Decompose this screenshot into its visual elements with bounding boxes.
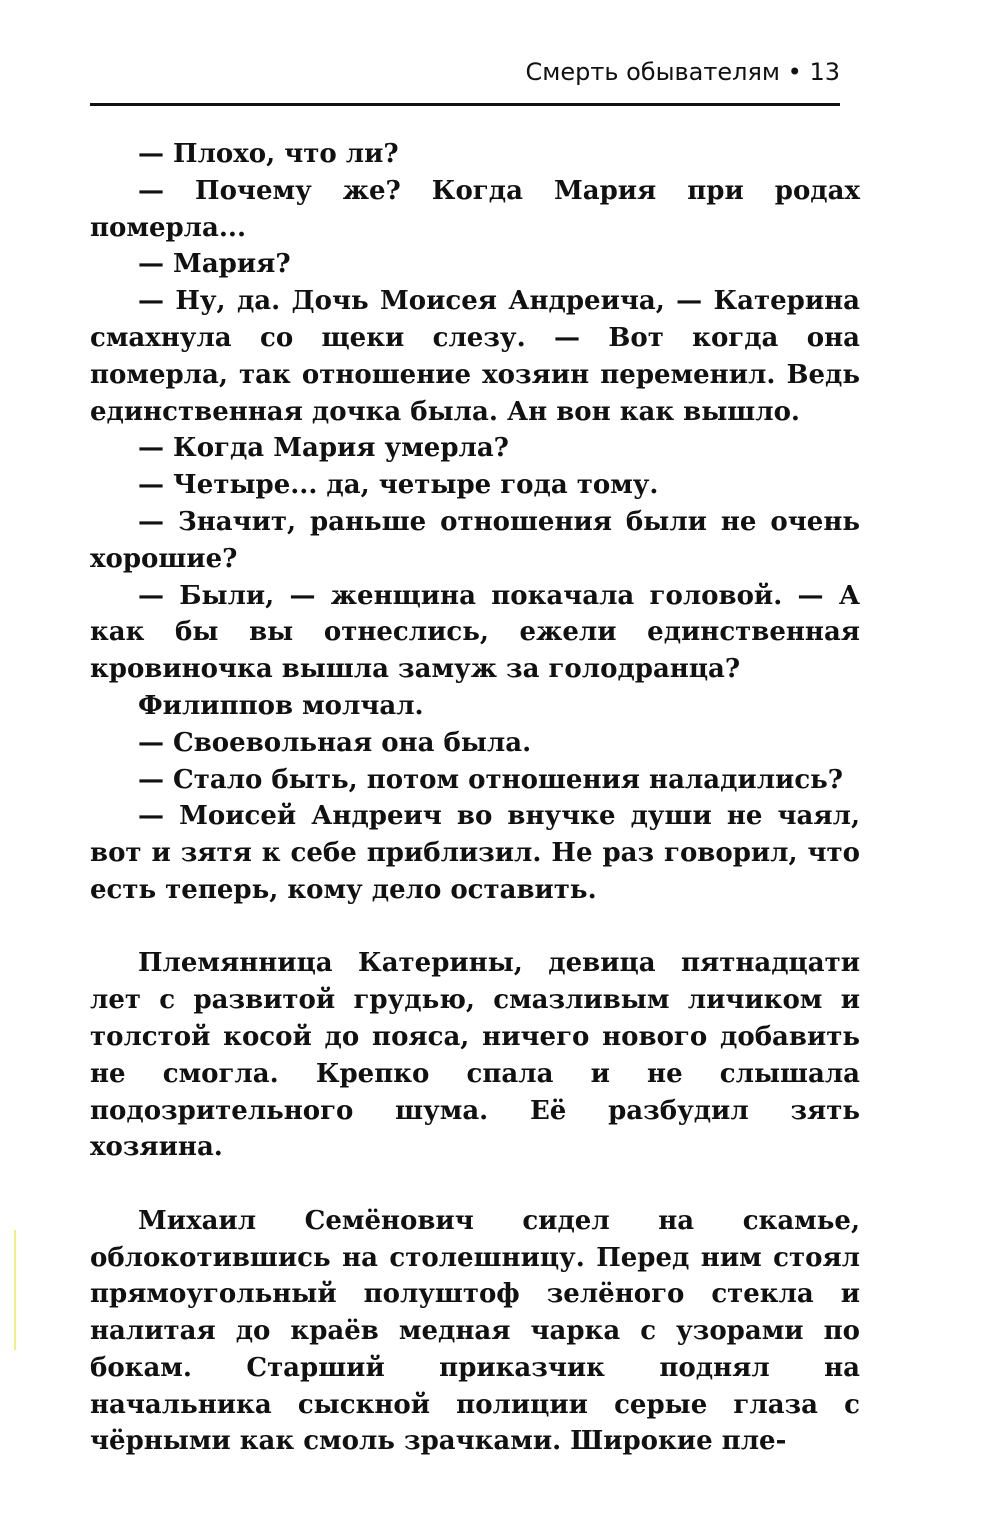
paragraph: — Были, — женщина покачала головой. — А как бы вы отнеслись, ежели единственная кровиночка вышла замуж за голодранца? xyxy=(90,580,860,685)
paragraph: — Плохо, что ли? xyxy=(138,139,399,169)
paragraph: — Мария? xyxy=(138,249,291,280)
scan-edge-mark xyxy=(14,1230,16,1350)
body-text xyxy=(90,136,860,1460)
header-separator: • xyxy=(787,58,802,86)
header-rule xyxy=(90,103,840,106)
paragraph: — Моисей Андреич во внучке души не чаял, вот и зятя к себе приблизил. Не раз говорил, что есть теперь, кому дело оставить. xyxy=(90,801,860,905)
paragraph: — Когда Мария умерла? xyxy=(138,433,509,464)
paragraph: — Почему же? Когда Мария при родах померла... xyxy=(90,175,860,243)
running-head xyxy=(90,58,840,86)
paragraph: — Своевольная она была. xyxy=(138,727,532,758)
section-break xyxy=(90,1166,860,1203)
paragraph: — Ну, да. Дочь Моисея Андреича, — Катерина смахнула со щеки слезу. — Вот когда она померла, так отношение хозяин переменил. Ведь единственная дочка была. Ан вон как вышло. xyxy=(90,286,860,427)
paragraph: Племянница Катерины, девица пятнадцати лет с развитой грудью, смазливым личиком и толстой косой до пояса, ничего нового добавить не смогла. Крепко спала и не слышала подозрительного шума. Её разбудил зять хозяина. xyxy=(90,948,860,1163)
page-number: 13 xyxy=(809,58,840,86)
paragraph: — Значит, раньше отношения были не очень хорошие? xyxy=(90,506,860,574)
paragraph: Михаил Семёнович сидел на скамье, облокотившись на столешницу. Перед ним стоял прямоугольный полуштоф зелёного стекла и налитая до краёв медная чарка с узорами по бокам. Старший приказчик поднял на начальника сыскной полиции серые глаза с чёрными как смоль зрачками. Широкие пле- xyxy=(90,1205,860,1457)
paragraph: Филиппов молчал. xyxy=(138,690,424,721)
section-break xyxy=(90,909,860,946)
paragraph: — Четыре... да, четыре года тому. xyxy=(138,470,659,501)
paragraph: — Стало быть, потом отношения наладились? xyxy=(138,764,844,795)
running-title: Смерть обывателям xyxy=(525,58,781,86)
